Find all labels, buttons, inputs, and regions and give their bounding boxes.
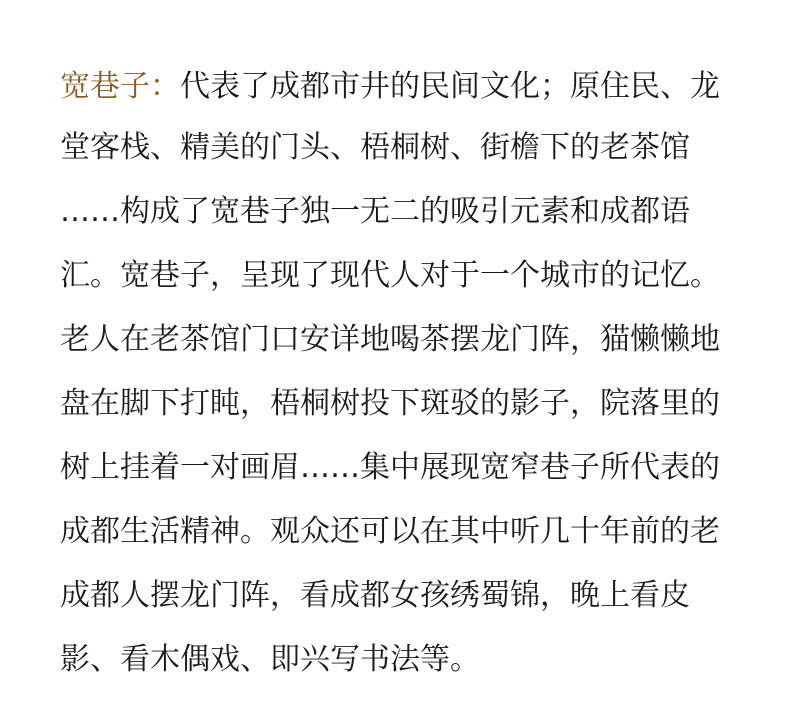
paragraph-line-3: ……构成了宽巷子独一无二的吸引元素和成都语 [60, 194, 690, 229]
paragraph-line-4: 汇。宽巷子，呈现了现代人对于一个城市的记忆。 [60, 258, 720, 293]
line-text: 代表了成都市井的民间文化；原住民、龙 [180, 69, 720, 104]
paragraph-line-6: 盘在脚下打盹，梧桐树投下斑驳的影子，院落里的 [60, 386, 720, 421]
paragraph-line-5: 老人在老茶馆门口安详地喝茶摆龙门阵，猫懒懒地 [60, 322, 720, 357]
paragraph-line-9: 成都人摆龙门阵，看成都女孩绣蜀锦，晚上看皮 [60, 578, 690, 613]
paragraph-line-7: 树上挂着一对画眉……集中展现宽窄巷子所代表的 [60, 450, 720, 485]
paragraph-line-8: 成都生活精神。观众还可以在其中听几十年前的老 [60, 514, 720, 549]
paragraph-line-10: 影、看木偶戏、即兴写书法等。 [60, 642, 480, 677]
paragraph-line-1 [60, 58, 780, 116]
article-paragraph [60, 58, 780, 692]
article-heading: 宽巷子： [60, 69, 180, 104]
paragraph-line-2: 堂客栈、精美的门头、梧桐树、街檐下的老茶馆 [60, 130, 690, 165]
